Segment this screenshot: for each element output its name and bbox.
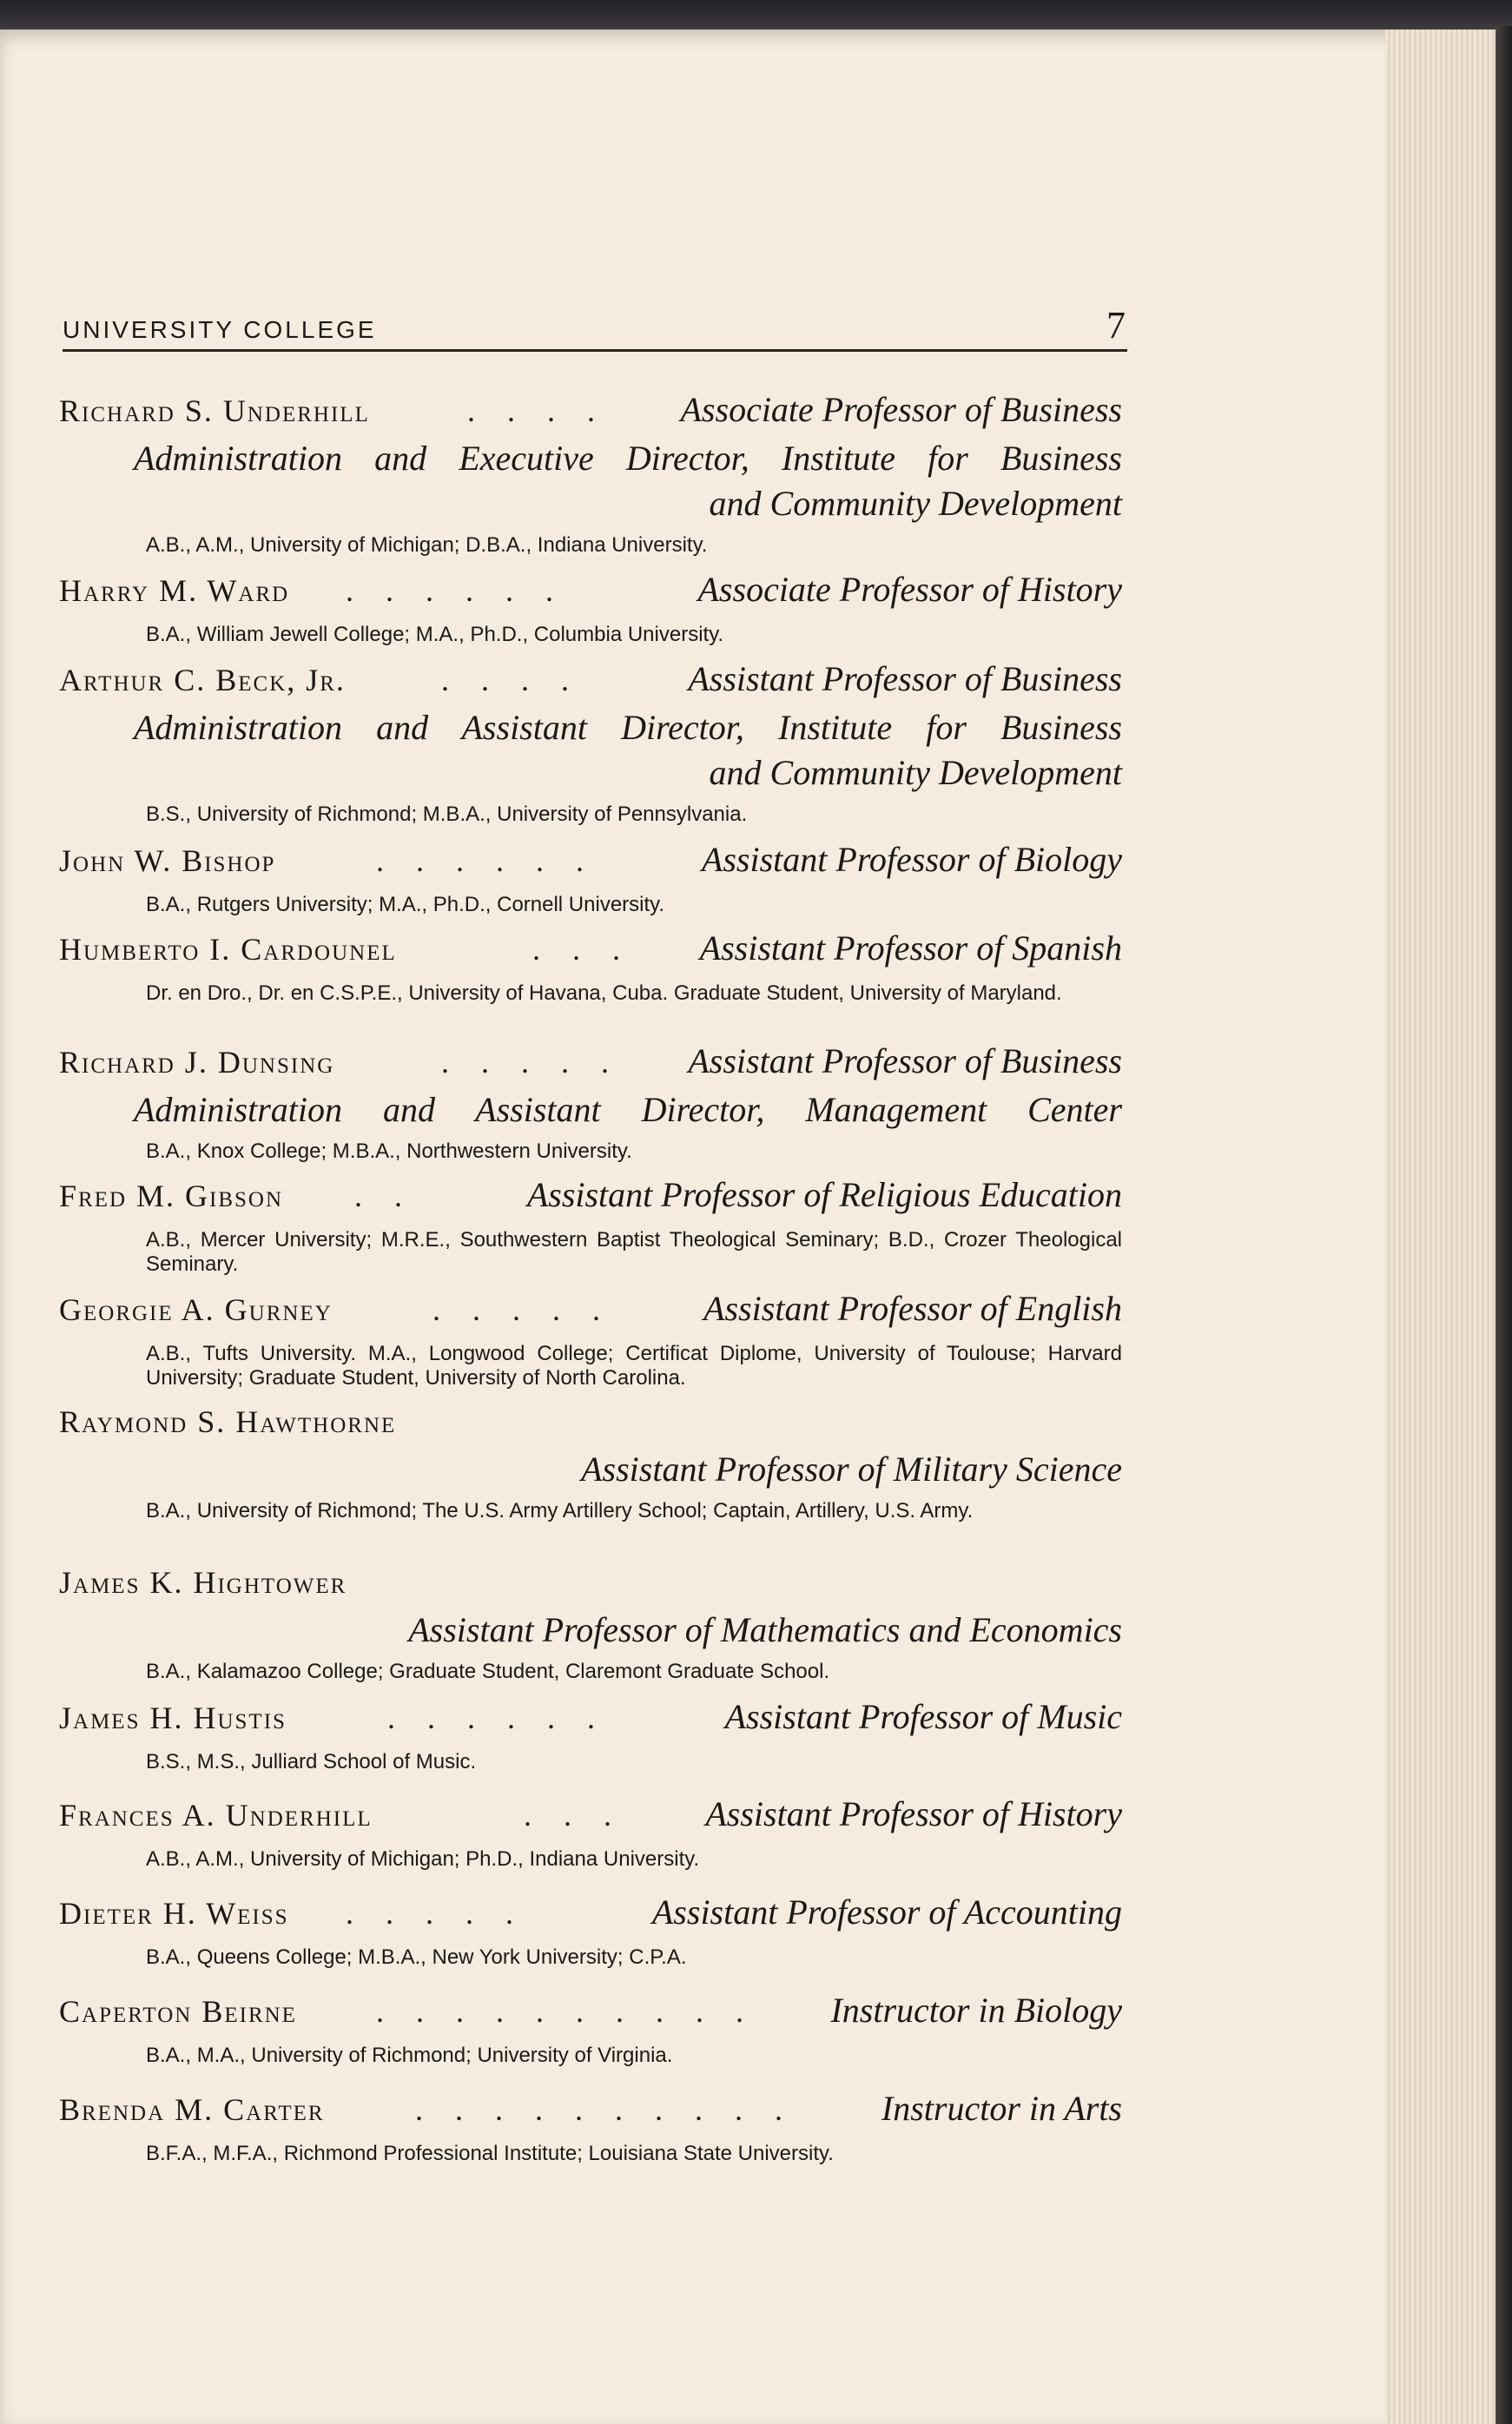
faculty-position: Assistant Professor of Mathematics and Economics: [408, 1610, 1122, 1649]
position-continuation: [59, 483, 1132, 528]
dot-leader: . . . . . .: [346, 573, 565, 608]
dot-leader: . . . . . .: [387, 1701, 607, 1735]
position-continuation: [59, 752, 1132, 797]
faculty-name: Harry M. Ward: [59, 573, 290, 608]
faculty-credentials: B.A., Kalamazoo College; Graduate Student, Claremont Graduate School.: [146, 1660, 830, 1683]
position-continuation: [59, 1609, 1132, 1655]
faculty-position: Assistant Professor of Spanish: [699, 928, 1122, 968]
faculty-credentials: B.A., Knox College; M.B.A., Northwestern University.: [146, 1139, 632, 1163]
faculty-name: James H. Hustis: [59, 1701, 287, 1735]
entry-heading: [59, 569, 1132, 618]
faculty-entry: [59, 1288, 1132, 1390]
faculty-entry: [59, 569, 1132, 647]
position-line-3: and Community Development: [709, 484, 1122, 523]
faculty-credentials: A.B., A.M., University of Michigan; Ph.D., Indiana University.: [146, 1847, 700, 1871]
faculty-position: Assistant Professor of Business: [688, 1041, 1122, 1080]
faculty-position: Assistant Professor of English: [703, 1289, 1122, 1328]
position-line-2: Administration and Assistant Director, Management Center: [134, 1090, 1122, 1129]
faculty-credentials: B.S., University of Richmond; M.B.A., University of Pennsylvania.: [146, 802, 748, 826]
faculty-position: Associate Professor of Business: [680, 390, 1122, 429]
entry-heading: [59, 928, 1132, 976]
page-number: 7: [1106, 304, 1126, 347]
faculty-name: Humberto I. Cardounel: [59, 932, 397, 967]
faculty-position: Assistant Professor of Religious Education: [526, 1175, 1122, 1214]
faculty-entry: [59, 389, 1132, 558]
entry-heading: [59, 1288, 1132, 1337]
dot-leader: . . . . .: [346, 1896, 525, 1931]
faculty-position: Instructor in Biology: [830, 1991, 1122, 2030]
faculty-name: Caperton Beirne: [59, 1994, 297, 2029]
position-line-3: and Community Development: [709, 753, 1122, 792]
entry-heading: [59, 1892, 1132, 1940]
position-line-2: Administration and Executive Director, Institute for Business: [134, 439, 1122, 478]
dot-leader: . .: [354, 1179, 414, 1213]
dot-leader: . . .: [532, 932, 632, 967]
faculty-entry: [59, 1696, 1132, 1774]
position-line-2: Administration and Assistant Director, Institute for Business: [134, 708, 1122, 747]
dot-leader: . . . . . . . . . .: [415, 2092, 795, 2127]
faculty-name: John W. Bishop: [59, 843, 276, 878]
faculty-credentials: B.A., William Jewell College; M.A., Ph.D., Columbia University.: [146, 623, 724, 646]
faculty-name: Raymond S. Hawthorne: [59, 1404, 397, 1439]
faculty-credentials: A.B., A.M., University of Michigan; D.B.A., Indiana University.: [146, 533, 708, 557]
faculty-position: Assistant Professor of Military Science: [581, 1450, 1122, 1489]
dot-leader: . . .: [524, 1798, 624, 1833]
faculty-credentials: A.B., Mercer University; M.R.E., Southwestern Baptist Theological Seminary; B.D., Crozer Theological Seminary.: [146, 1228, 1122, 1276]
faculty-name: Dieter H. Weiss: [59, 1896, 289, 1931]
entry-heading: [59, 389, 1132, 438]
entry-heading: [59, 1696, 1132, 1745]
faculty-name: Fred M. Gibson: [59, 1179, 284, 1213]
faculty-credentials: B.A., M.A., University of Richmond; University of Virginia.: [146, 2044, 673, 2067]
faculty-entry: [59, 1793, 1132, 1872]
position-continuation: [59, 438, 1132, 483]
faculty-name: Frances A. Underhill: [59, 1798, 373, 1833]
faculty-name: Arthur C. Beck, Jr.: [59, 663, 346, 697]
faculty-credentials: A.B., Tufts University. M.A., Longwood College; Certificat Diplome, University of Toulouse; Harvard University; Graduate Student, University of North Carolina.: [146, 1342, 1122, 1390]
entry-heading: [59, 1040, 1132, 1089]
faculty-position: Assistant Professor of Business: [688, 659, 1122, 698]
faculty-entry: [59, 1990, 1132, 2068]
faculty-position: Assistant Professor of Biology: [701, 840, 1122, 879]
faculty-entry: [59, 928, 1132, 1006]
dot-leader: . . . .: [467, 393, 607, 428]
faculty-position: Assistant Professor of Music: [724, 1697, 1122, 1736]
dot-leader: . . . . .: [441, 1045, 621, 1080]
entry-heading: [59, 1561, 1132, 1609]
faculty-name: Richard J. Dunsing: [59, 1045, 335, 1080]
dot-leader: . . . . .: [432, 1292, 612, 1327]
faculty-position: Associate Professor of History: [697, 570, 1122, 609]
faculty-credentials: B.A., University of Richmond; The U.S. Army Artillery School; Captain, Artillery, U.S. Army.: [146, 1499, 974, 1522]
faculty-credentials: B.A., Queens College; M.B.A., New York University; C.P.A.: [146, 1945, 687, 1969]
faculty-entry: [59, 1400, 1132, 1523]
dot-leader: . . . . . . . . . .: [376, 1994, 756, 2029]
dot-leader: . . . . . .: [376, 843, 596, 878]
faculty-credentials: B.F.A., M.F.A., Richmond Professional Institute; Louisiana State University.: [146, 2142, 834, 2165]
faculty-entry: [59, 658, 1132, 827]
entry-heading: [59, 1174, 1132, 1223]
position-continuation: [59, 1089, 1132, 1134]
faculty-entry: [59, 2088, 1132, 2166]
faculty-credentials: Dr. en Dro., Dr. en C.S.P.E., University of Havana, Cuba. Graduate Student, University of Maryland.: [146, 981, 1062, 1005]
entry-heading: [59, 2088, 1132, 2137]
position-continuation: [59, 707, 1132, 752]
faculty-name: Georgie A. Gurney: [59, 1292, 333, 1327]
entry-heading: [59, 1793, 1132, 1842]
faculty-position: Assistant Professor of Accounting: [651, 1892, 1122, 1932]
faculty-name: James K. Hightower: [59, 1565, 347, 1600]
dot-leader: . . . .: [441, 663, 581, 697]
faculty-name: Richard S. Underhill: [59, 393, 370, 428]
faculty-entry: [59, 1174, 1132, 1277]
faculty-position: Assistant Professor of History: [705, 1794, 1122, 1833]
faculty-entry: [59, 1892, 1132, 1970]
faculty-credentials: B.S., M.S., Julliard School of Music.: [146, 1750, 477, 1773]
entry-heading: [59, 1400, 1132, 1449]
position-continuation: [59, 1449, 1132, 1494]
faculty-name: Brenda M. Carter: [59, 2092, 325, 2127]
faculty-position: Instructor in Arts: [881, 2089, 1122, 2128]
entry-heading: [59, 839, 1132, 888]
entry-heading: [59, 658, 1132, 707]
faculty-entry: [59, 1040, 1132, 1164]
faculty-entry: [59, 1561, 1132, 1684]
faculty-credentials: B.A., Rutgers University; M.A., Ph.D., Cornell University.: [146, 893, 665, 916]
faculty-entry: [59, 839, 1132, 917]
entry-heading: [59, 1990, 1132, 2038]
running-head-title: UNIVERSITY COLLEGE: [63, 316, 377, 343]
